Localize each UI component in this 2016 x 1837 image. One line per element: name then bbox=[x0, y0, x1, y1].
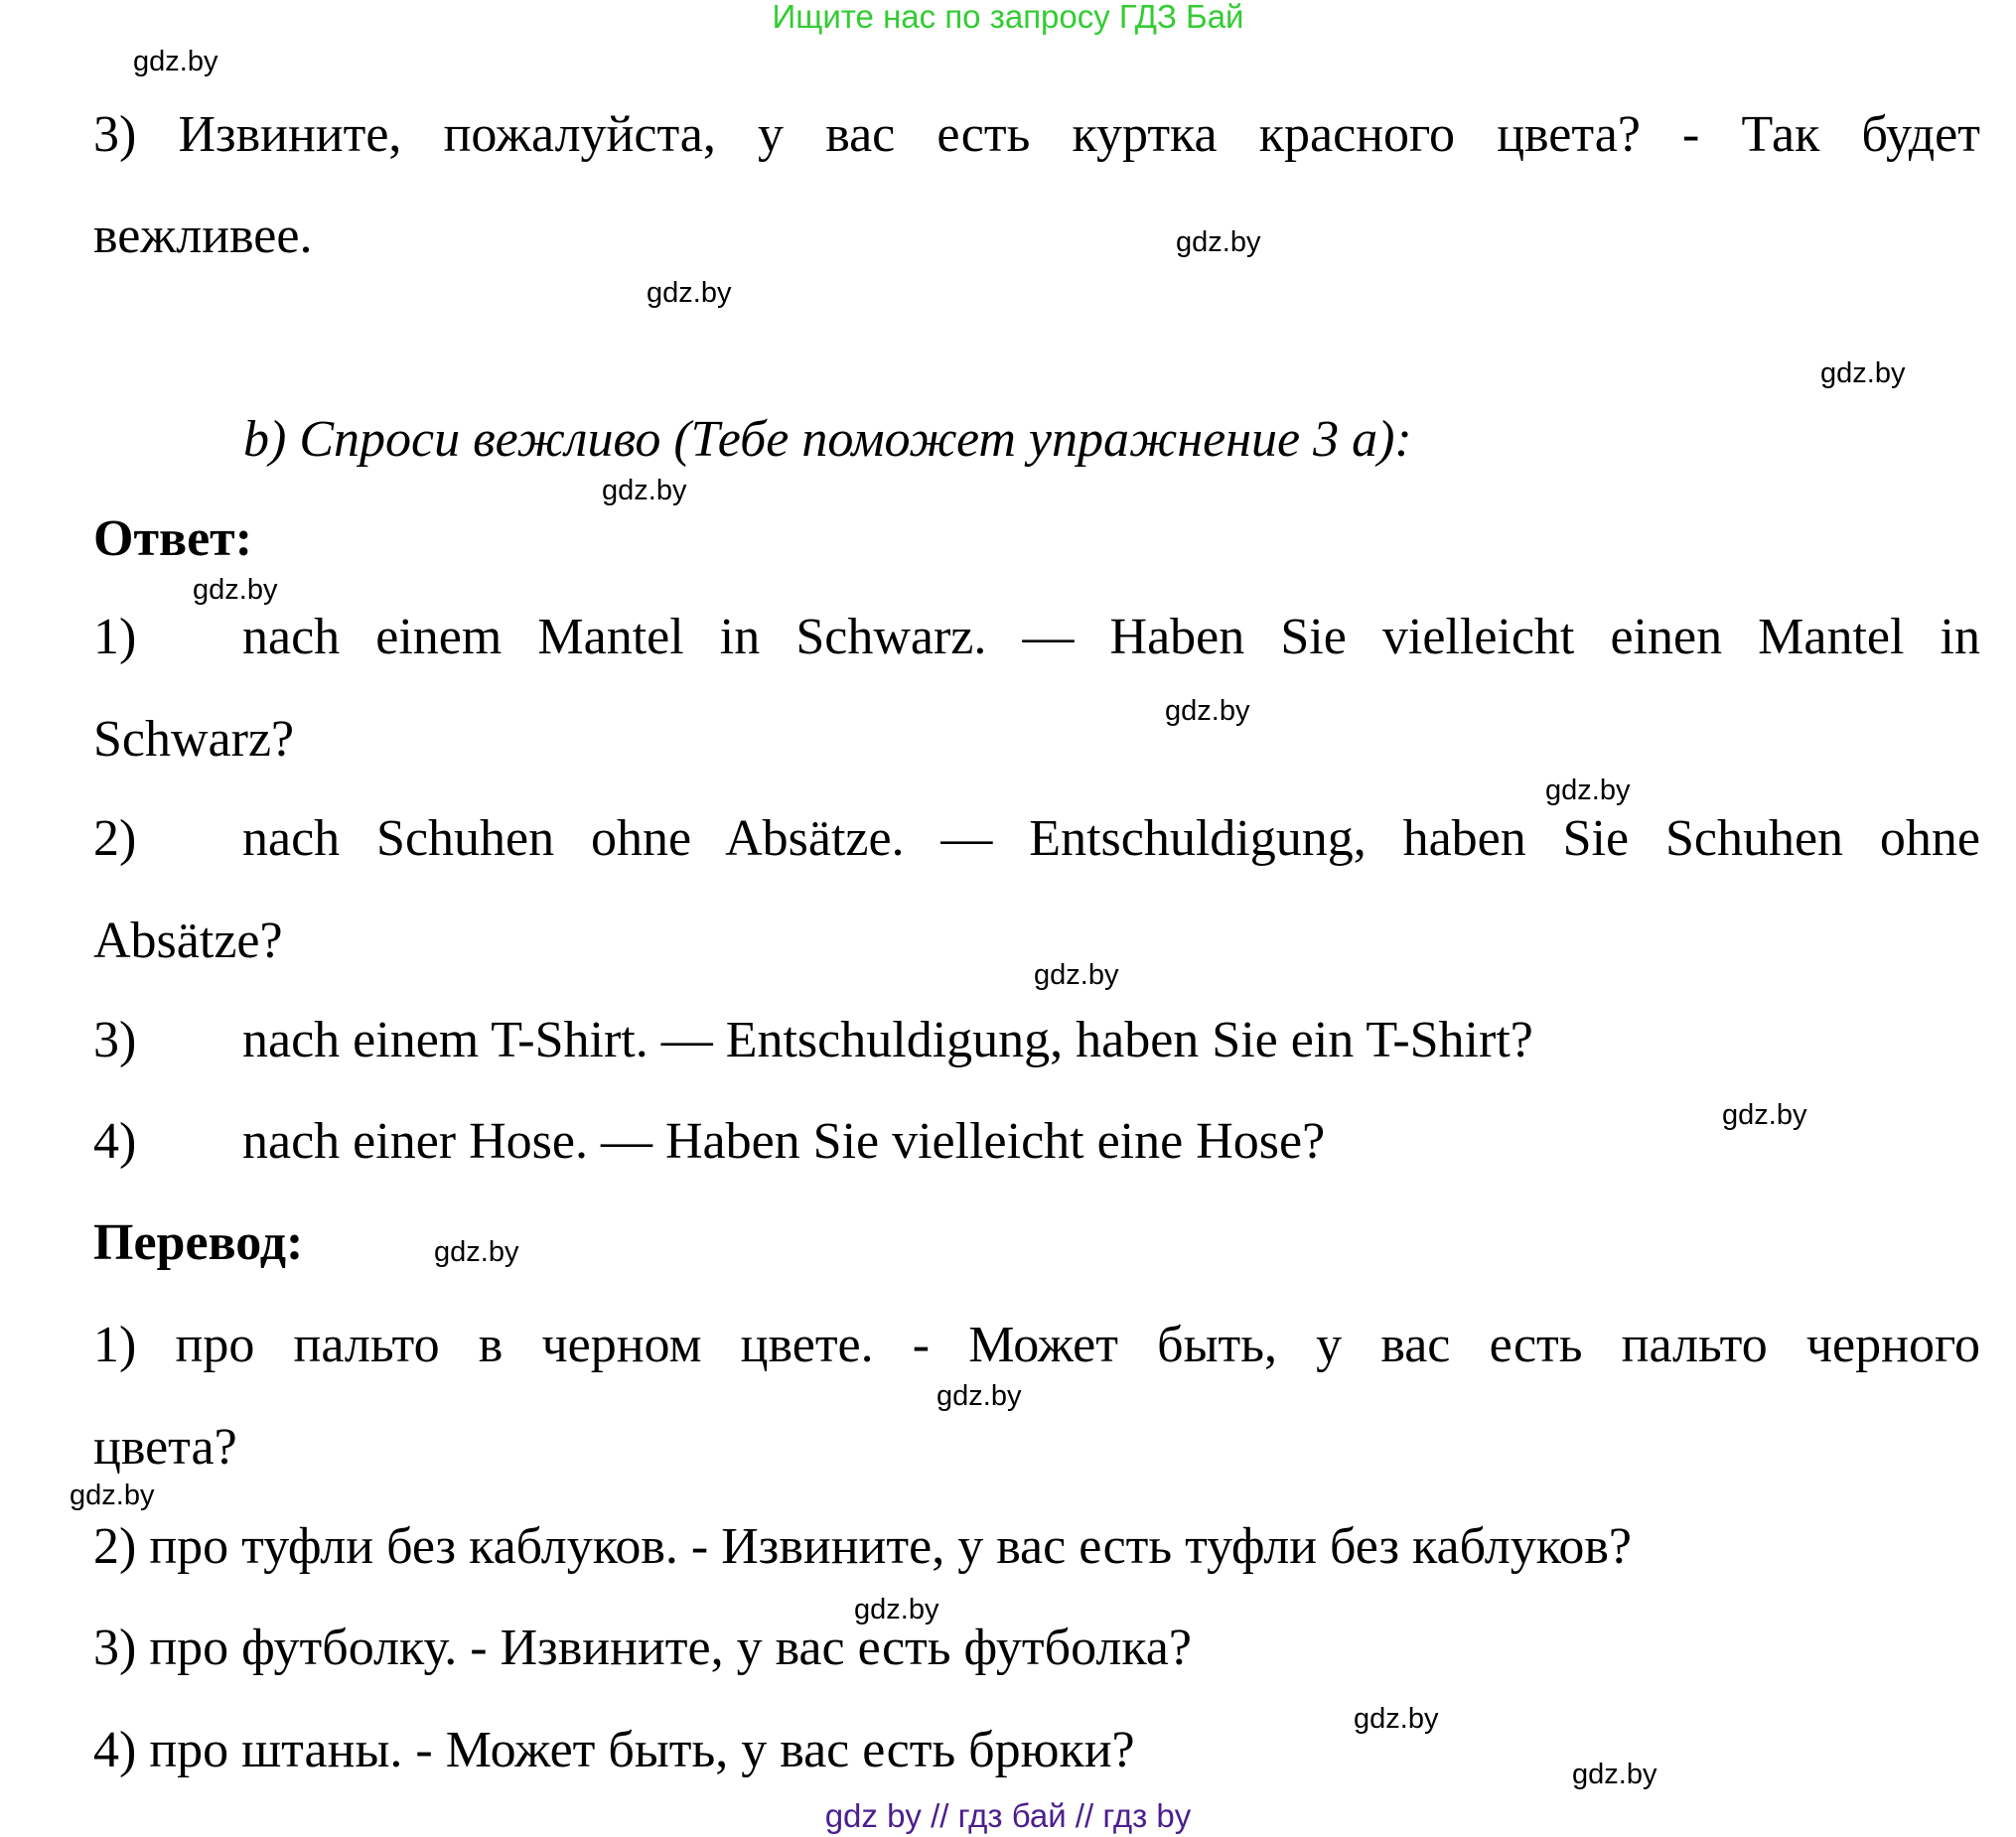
translation-item-3: 3) про футболку. - Извините, у вас есть футболка? bbox=[93, 1620, 1192, 1676]
watermark: gdz.by bbox=[1165, 695, 1250, 727]
watermark: gdz.by bbox=[1572, 1759, 1657, 1790]
watermark: gdz.by bbox=[1820, 357, 1906, 389]
search-banner[interactable]: Ищите нас по запросу ГДЗ Бай bbox=[772, 0, 1244, 35]
answer-item-text: nach einer Hose. — Haben Sie vielleicht eine Hose? bbox=[242, 1113, 1326, 1170]
answer-heading: Ответ: bbox=[93, 510, 253, 567]
watermark: gdz.by bbox=[1034, 959, 1119, 991]
footer-links[interactable]: gdz by // гдз бай // гдз by bbox=[824, 1797, 1192, 1834]
answer-item-1 bbox=[93, 608, 1980, 666]
answer-item-text: nach Schuhen ohne Absätze. — Entschuldigung, haben Sie Schuhen ohne bbox=[242, 810, 1980, 867]
previous-answer-line-1: 3) Извините, пожалуйста, у вас есть куртка красного цвета? - Так будет bbox=[93, 106, 1980, 163]
answer-item-1-continued: Schwarz? bbox=[93, 711, 295, 768]
watermark: gdz.by bbox=[1354, 1703, 1439, 1735]
translation-item-4: 4) про штаны. - Может быть, у вас есть брюки? bbox=[93, 1722, 1135, 1778]
watermark: gdz.by bbox=[434, 1236, 519, 1268]
answer-item-2 bbox=[93, 809, 1980, 868]
answer-item-number: 2) bbox=[93, 810, 137, 867]
watermark: gdz.by bbox=[936, 1380, 1022, 1412]
previous-answer-line-2: вежливее. bbox=[93, 208, 313, 264]
answer-item-number: 3) bbox=[93, 1012, 137, 1068]
answer-item-number: 1) bbox=[93, 609, 137, 665]
watermark: gdz.by bbox=[1722, 1099, 1807, 1131]
watermark: gdz.by bbox=[1176, 226, 1261, 258]
answer-item-2-continued: Absätze? bbox=[93, 913, 283, 969]
answer-item-text: nach einem Mantel in Schwarz. — Haben Sie vielleicht einen Mantel in bbox=[242, 609, 1980, 665]
watermark: gdz.by bbox=[854, 1594, 939, 1625]
answer-item-number: 4) bbox=[93, 1113, 137, 1170]
watermark: gdz.by bbox=[193, 574, 278, 606]
task-statement: b) Спроси вежливо (Тебе поможет упражнение 3 a): bbox=[243, 411, 1412, 468]
watermark: gdz.by bbox=[647, 277, 732, 309]
watermark: gdz.by bbox=[602, 475, 687, 506]
answer-item-text: nach einem T-Shirt. — Entschuldigung, haben Sie ein T-Shirt? bbox=[242, 1012, 1533, 1068]
watermark: gdz.by bbox=[1545, 775, 1631, 806]
translation-item-2: 2) про туфли без каблуков. - Извините, у вас есть туфли без каблуков? bbox=[93, 1518, 1632, 1575]
watermark: gdz.by bbox=[70, 1480, 155, 1511]
watermark: gdz.by bbox=[133, 46, 218, 77]
translation-heading: Перевод: bbox=[93, 1214, 304, 1271]
translation-item-1-continued: цвета? bbox=[93, 1419, 237, 1476]
answer-item-4 bbox=[93, 1112, 1325, 1171]
answer-item-3 bbox=[93, 1011, 1533, 1069]
translation-item-1: 1) про пальто в черном цвете. - Может быть, у вас есть пальто черного bbox=[93, 1317, 1980, 1373]
